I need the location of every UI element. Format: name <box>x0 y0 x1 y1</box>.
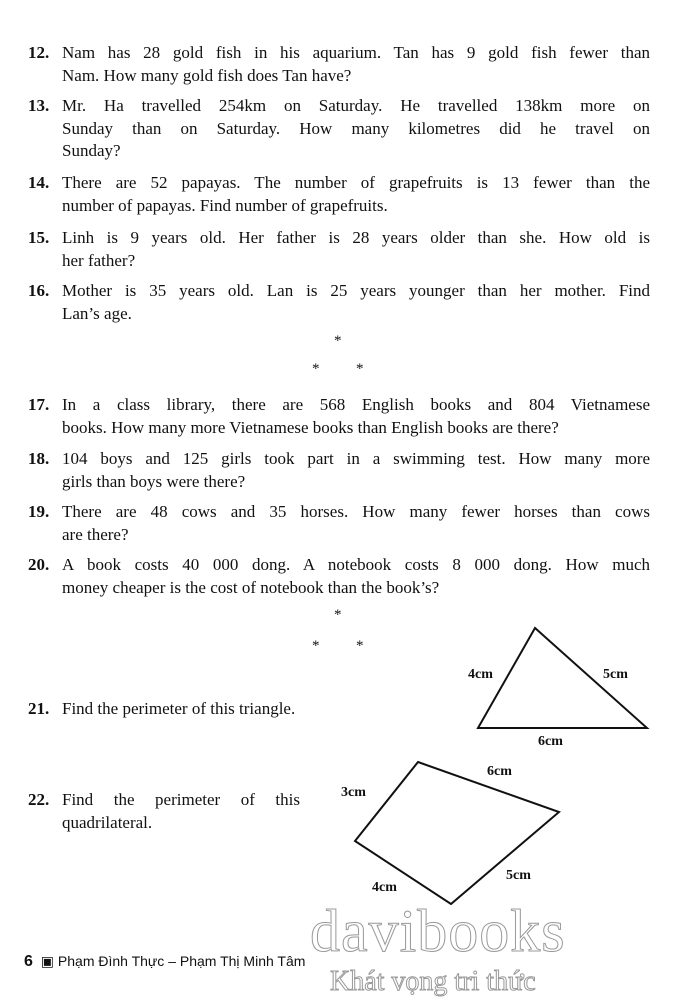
question-text-line: books. How many more Vietnamese books than English books are there? <box>62 417 559 437</box>
question-text-line: her father? <box>62 250 136 270</box>
separator-star: * <box>312 361 320 377</box>
question-text-line: Mother is 35 years old. Lan is 25 years younger than her mother. Find <box>62 281 650 300</box>
page-footer <box>24 952 305 971</box>
watermark-brand: davibooks <box>310 898 566 964</box>
question-number: 14. <box>28 173 50 192</box>
separator-star: * <box>312 638 320 654</box>
separator-star: * <box>334 333 342 349</box>
question-number: 15. <box>28 228 50 247</box>
question-text-line: girls than boys were there? <box>62 471 246 491</box>
separator-star: * <box>356 638 364 654</box>
question-text-line: 104 boys and 125 girls took part in a swimming test. How many more <box>62 449 650 468</box>
question-text-line: money cheaper is the cost of notebook than the book’s? <box>62 577 440 597</box>
watermark-slogan: Khát vọng tri thức <box>330 966 536 997</box>
separator-star: * <box>356 361 364 377</box>
question-number: 12. <box>28 43 50 62</box>
question-number: 21. <box>28 699 50 718</box>
question-text-line: Find the perimeter of this triangle. <box>62 699 296 718</box>
question-number: 20. <box>28 555 50 574</box>
question-number: 13. <box>28 96 50 115</box>
question-number: 18. <box>28 449 50 468</box>
question-number: 22. <box>28 790 50 809</box>
question-text-line: In a class library, there are 568 English books and 804 Vietnamese <box>62 395 650 414</box>
question-number: 19. <box>28 502 50 521</box>
quad-side-bottom-right: 5cm <box>506 868 531 883</box>
question-number: 17. <box>28 395 50 414</box>
triangle-side-bottom: 6cm <box>538 734 563 749</box>
question-text-line: are there? <box>62 524 129 544</box>
quad-side-top-left: 3cm <box>341 785 366 800</box>
question-text-line: Nam has 28 gold fish in his aquarium. Tan has 9 gold fish fewer than <box>62 43 650 62</box>
question-text-line: Nam. How many gold fish does Tan have? <box>62 65 352 85</box>
question-text-line: Sunday than on Saturday. How many kilometres did he travel on <box>62 118 650 138</box>
separator-star: * <box>334 607 342 623</box>
quad-side-top-right: 6cm <box>487 764 512 779</box>
question-text-line: A book costs 40 000 dong. A notebook costs 8 000 dong. How much <box>62 555 650 574</box>
question-text-line: Linh is 9 years old. Her father is 28 years older than she. How old is <box>62 228 650 247</box>
authors: Phạm Đình Thực – Phạm Thị Minh Tâm <box>57 953 306 969</box>
question-text-line: There are 48 cows and 35 horses. How many fewer horses than cows <box>62 502 650 521</box>
book-icon: ▣ <box>40 953 55 969</box>
question-text-line: Lan’s age. <box>62 303 132 323</box>
quad-side-bottom-left: 4cm <box>372 880 397 895</box>
triangle-side-right: 5cm <box>603 667 628 682</box>
question-text-line: Find the perimeter of this <box>62 790 300 809</box>
triangle-side-left: 4cm <box>468 667 493 682</box>
question-text-line: There are 52 papayas. The number of grapefruits is 13 fewer than the <box>62 173 650 192</box>
question-number: 16. <box>28 281 50 300</box>
question-text-line: Sunday? <box>62 141 121 160</box>
page-number: 6 <box>24 953 33 970</box>
question-text-line: quadrilateral. <box>62 812 153 832</box>
question-text-line: Mr. Ha travelled 254km on Saturday. He travelled 138km more on <box>62 96 650 115</box>
question-text-line: number of papayas. Find number of grapefruits. <box>62 195 388 215</box>
